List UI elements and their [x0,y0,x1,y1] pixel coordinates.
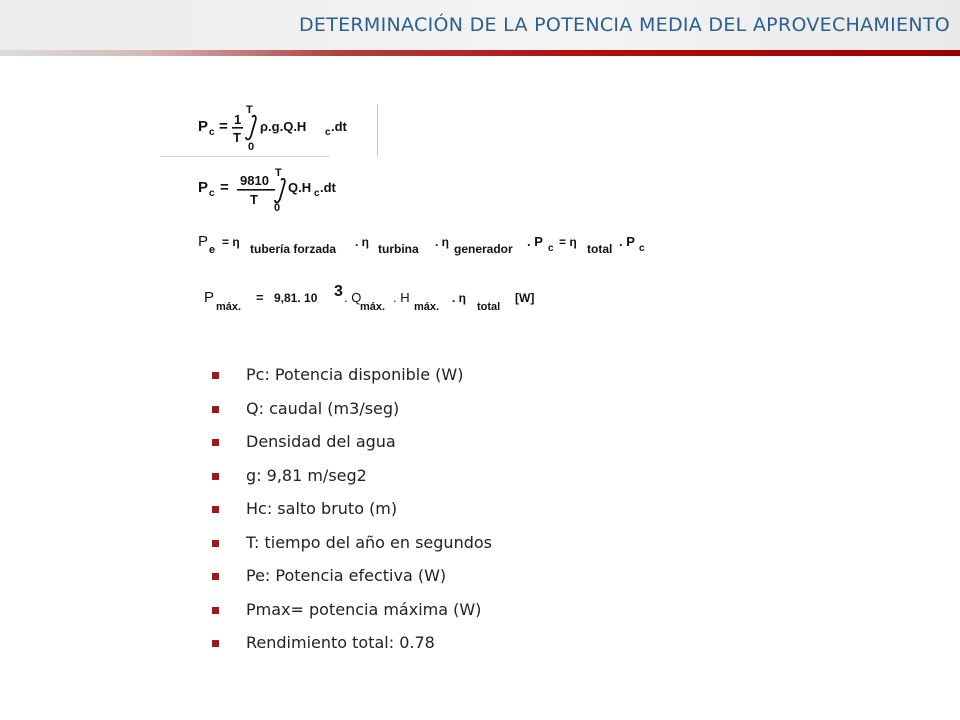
list-item [212,498,492,532]
formula-power-available-integral [198,104,348,153]
f4-p: P [204,289,215,306]
bullet-square-icon [212,640,219,647]
f2-frac-bar [237,189,275,191]
f1-body-sub: c [325,127,331,138]
f1-int-upper: T [246,104,253,116]
f1-frac-bar [232,127,243,129]
f2-tail: .dt [320,180,336,195]
f4-q: . Q [344,290,362,305]
f1-frac-num: 1 [234,112,242,127]
f3-dot1: . η [355,235,369,249]
f3-term-total: total [587,242,613,256]
f1-tail: .dt [331,119,347,134]
bullet-square-icon [212,607,219,614]
f4-exp: 3 [334,283,343,300]
list-item-text: T: tiempo del año en segundos [246,532,492,552]
bullet-square-icon [212,540,219,547]
f2-int-upper: T [275,167,282,179]
list-item [212,565,492,599]
f1-integral-sign [246,116,256,140]
list-item-text: Pmax= potencia máxima (W) [246,599,482,619]
list-item [212,465,492,499]
f1-lhs: P [198,118,209,135]
f4-unit: [W] [515,291,535,305]
f3-dot3: . P [527,234,543,249]
list-item-text: g: 9,81 m/seg2 [246,465,367,485]
bullet-square-icon [212,439,219,446]
list-item-text: Pc: Potencia disponible (W) [246,365,464,384]
f3-eq1: = η [222,235,240,249]
f3-sub-c2: c [639,243,645,254]
f4-eq: = [256,290,264,305]
f4-h-sub: máx. [414,301,440,313]
f3-term-tuberia: tubería forzada [250,242,337,256]
slide-title: DETERMINACIÓN DE LA POTENCIA MEDIA DEL APROVECHAMIENTO [298,14,950,36]
f1-frac-den: T [233,130,241,145]
f1-equals: = [219,118,228,135]
header-accent-rule [0,50,960,56]
definition-list [212,364,492,666]
list-item-text: Hc: salto bruto (m) [246,499,398,518]
f2-lhs: P [198,179,209,196]
list-item [212,532,492,566]
bullet-square-icon [212,506,219,513]
bullet-square-icon [212,473,219,480]
f3-sub-c: c [548,243,554,254]
f4-coef: 9,81. 10 [274,291,318,305]
f3-term-turbina: turbina [378,242,419,256]
f4-eta: . η [452,291,466,305]
f4-sub-max: máx. [216,301,242,313]
bullet-square-icon [212,372,219,379]
list-item-text: Rendimiento total: 0.78 [246,633,435,652]
f3-sub-e: e [209,244,216,256]
bullet-square-icon [212,406,219,413]
list-item-text: Q: caudal (m3/seg) [246,398,400,418]
f2-int-lower: 0 [274,202,281,214]
formula-svg [160,100,680,330]
f1-int-lower: 0 [248,141,255,153]
f2-lhs-sub: c [209,188,215,199]
list-item-text: Pe: Potencia efectiva (W) [246,566,447,585]
formula-effective-power [198,233,645,256]
f2-body: Q.H [288,180,312,195]
list-item [212,398,492,432]
formula-max-power [204,283,534,313]
formula-image [160,100,680,330]
formula-power-available-9810 [198,167,337,214]
list-item [212,599,492,633]
list-item [212,632,492,666]
list-item-text: Densidad del agua [246,432,396,451]
f3-dot2: . η [435,235,449,249]
f3-p: P [198,233,209,250]
f1-body: ρ.g.Q.H [260,119,307,134]
f3-eq2: = η [559,235,577,249]
f2-frac-num: 9810 [240,173,269,188]
f2-integral-sign [275,179,285,203]
f2-frac-den: T [250,192,258,207]
f2-body-sub: c [314,188,320,199]
f4-eta-sub: total [477,301,501,313]
bullet-square-icon [212,573,219,580]
f3-term-generador: generador [454,242,513,256]
f3-dot4: . P [619,234,635,249]
list-item [212,431,492,465]
f4-q-sub: máx. [360,301,386,313]
f2-equals: = [220,179,229,196]
f4-h: . H [393,290,410,305]
f1-lhs-sub: c [209,127,215,138]
list-item [212,364,492,398]
